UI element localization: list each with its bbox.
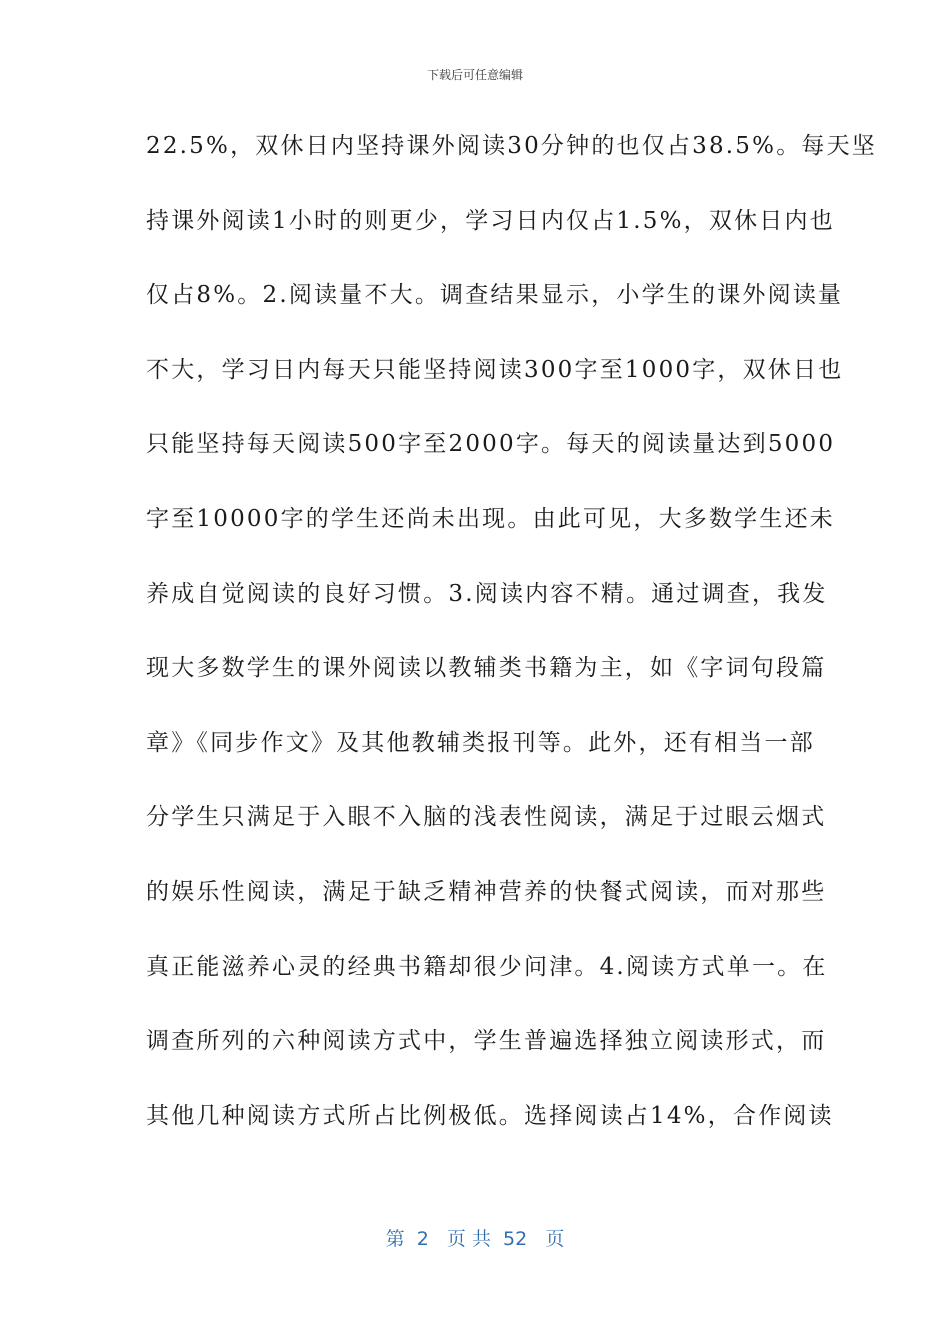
document-body	[146, 126, 877, 1170]
text-line: 不大，学习日内每天只能坚持阅读300字至1000字，双休日也	[146, 356, 844, 383]
text-line: 仅占8%。2.阅读量不大。调查结果显示，小学生的课外阅读量	[146, 282, 844, 309]
text-line: 现大多数学生的课外阅读以教辅类书籍为主，如《字词句段篇	[146, 655, 827, 682]
text-line: 真正能滋养心灵的经典书籍却很少问津。4.阅读方式单一。在	[146, 953, 828, 980]
text-line: 的娱乐性阅读，满足于缺乏精神营养的快餐式阅读，而对那些	[146, 878, 827, 905]
text-line: 22.5%，双休日内坚持课外阅读30分钟的也仅占38.5%。每天坚	[146, 133, 877, 159]
text-line: 调查所列的六种阅读方式中，学生普遍选择独立阅读形式，而	[146, 1028, 827, 1055]
text-line: 章》《同步作文》及其他教辅类报刊等。此外，还有相当一部	[146, 729, 815, 756]
text-line: 养成自觉阅读的良好习惯。3.阅读内容不精。通过调查，我发	[146, 580, 828, 607]
text-line: 持课外阅读1小时的则更少，学习日内仅占1.5%，双休日内也	[146, 207, 835, 234]
text-line: 其他几种阅读方式所占比例极低。选择阅读占14%，合作阅读	[146, 1102, 834, 1129]
page-number-footer: 第 2 页 共 52 页	[385, 1228, 565, 1250]
page-header: 下载后可任意编辑	[426, 68, 523, 82]
text-line: 字至10000字的学生还尚未出现。由此可见，大多数学生还未	[146, 505, 835, 532]
text-line: 分学生只满足于入眼不入脑的浅表性阅读，满足于过眼云烟式	[146, 804, 827, 831]
text-line: 只能坚持每天阅读500字至2000字。每天的阅读量达到5000	[146, 431, 836, 458]
